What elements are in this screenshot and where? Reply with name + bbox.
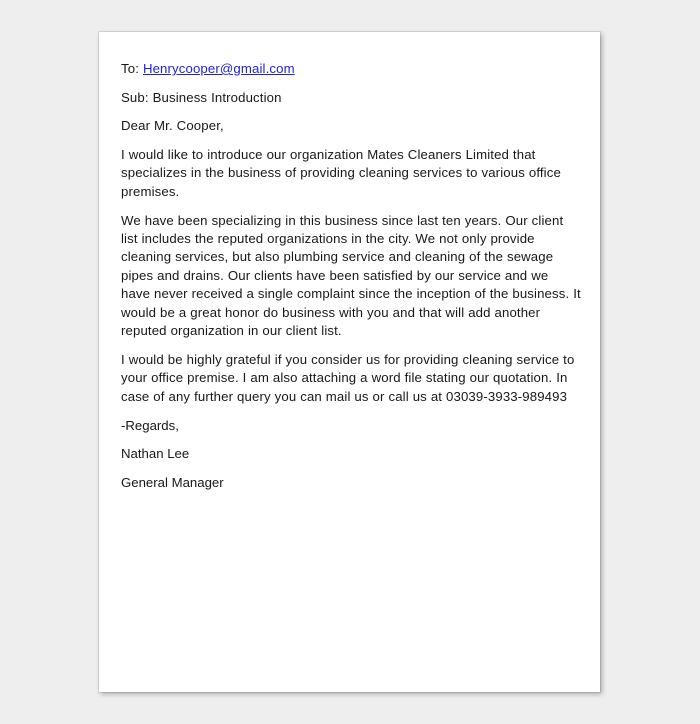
recipient-line: [121, 60, 581, 78]
letter-document-page: [99, 32, 600, 692]
signature-title: General Manager: [121, 475, 224, 491]
body-paragraph-3: I would be highly grateful if you consider us for providing cleaning service to your office premise. I am also attaching a word file stating our quotation. In case of any further query you can mail us or call us at 03039-3933-989493: [121, 352, 575, 404]
signature-name: Nathan Lee: [121, 446, 190, 462]
body-paragraph-1: I would like to introduce our organization Mates Cleaners Limited that specializes in the business of providing cleaning services to various office premises.: [121, 146, 561, 199]
subject-line: Sub: Business Introduction: [121, 89, 282, 105]
signature-closing: -Regards,: [121, 417, 179, 433]
recipient-email-link[interactable]: Henrycooper@gmail.com: [142, 61, 295, 76]
letter-content: [121, 60, 581, 503]
to-label: To:: [121, 61, 139, 76]
body-paragraph-2: We have been specializing in this business since last ten years. Our client list includes the reputed organizations in the city. We not only provide cleaning services, but also plumbing service and cleaning of the sewage pipes and drains. Our clients have been satisfied by our service and we have never received a single complaint since the inception of the business. It would be a great honor do business with you and that will add another reputed organization in our client list.: [121, 212, 581, 339]
salutation-line: Dear Mr. Cooper,: [121, 118, 224, 134]
